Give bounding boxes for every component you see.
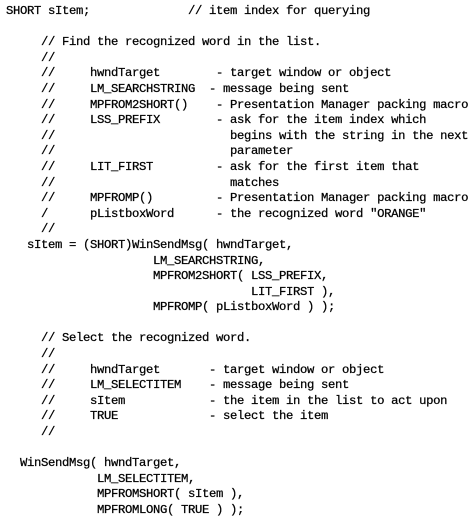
code-line: // TRUE - select the item [6,409,329,424]
code-listing [6,4,472,519]
code-line: // begins with the string in the next [6,128,469,143]
code-line [6,316,472,332]
code-line: // [6,425,56,440]
code-line: // parameter [6,144,294,159]
code-line: / pListboxWord - the recognized word "ORANGE" [6,206,427,221]
code-line: // Select the recognized word. [6,331,252,346]
code-line: MPFROMSHORT( sItem ), [6,487,245,502]
code-line: // LIT_FIRST - ask for the first item that [6,159,420,174]
code-line: // MPFROM2SHORT() - Presentation Manager packing macro [6,97,469,112]
code-line: // LM_SELECTITEM - message being sent [6,378,350,393]
code-line: MPFROMP( pListboxWord ) ); [6,300,336,315]
code-line [6,441,472,457]
code-line: LM_SEARCHSTRING, [6,253,266,268]
code-line [6,20,472,36]
code-line: SHORT sItem; // item index for querying [6,4,371,18]
code-line: sItem = (SHORT)WinSendMsg( hwndTarget, [6,237,294,252]
code-line: MPFROMLONG( TRUE ) ); [6,503,245,517]
code-line: // matches [6,175,280,190]
code-line: // LM_SEARCHSTRING - message being sent [6,81,350,96]
code-line: LIT_FIRST ), [6,284,336,299]
code-line: // [6,222,56,237]
code-line: MPFROM2SHORT( LSS_PREFIX, [6,269,329,284]
code-line: // LSS_PREFIX - ask for the item index which [6,113,427,128]
code-line: // hwndTarget - target window or object [6,66,392,81]
code-line: LM_SELECTITEM, [6,471,196,486]
code-line: // [6,50,56,65]
code-line: // Find the recognized word in the list. [6,35,322,50]
code-line: // hwndTarget - target window or object [6,362,385,377]
code-line: WinSendMsg( hwndTarget, [6,456,182,471]
code-line: // [6,347,56,362]
code-line: // sItem - the item in the list to act upon [6,393,448,408]
code-line: // MPFROMP() - Presentation Manager packing macro [6,191,469,206]
